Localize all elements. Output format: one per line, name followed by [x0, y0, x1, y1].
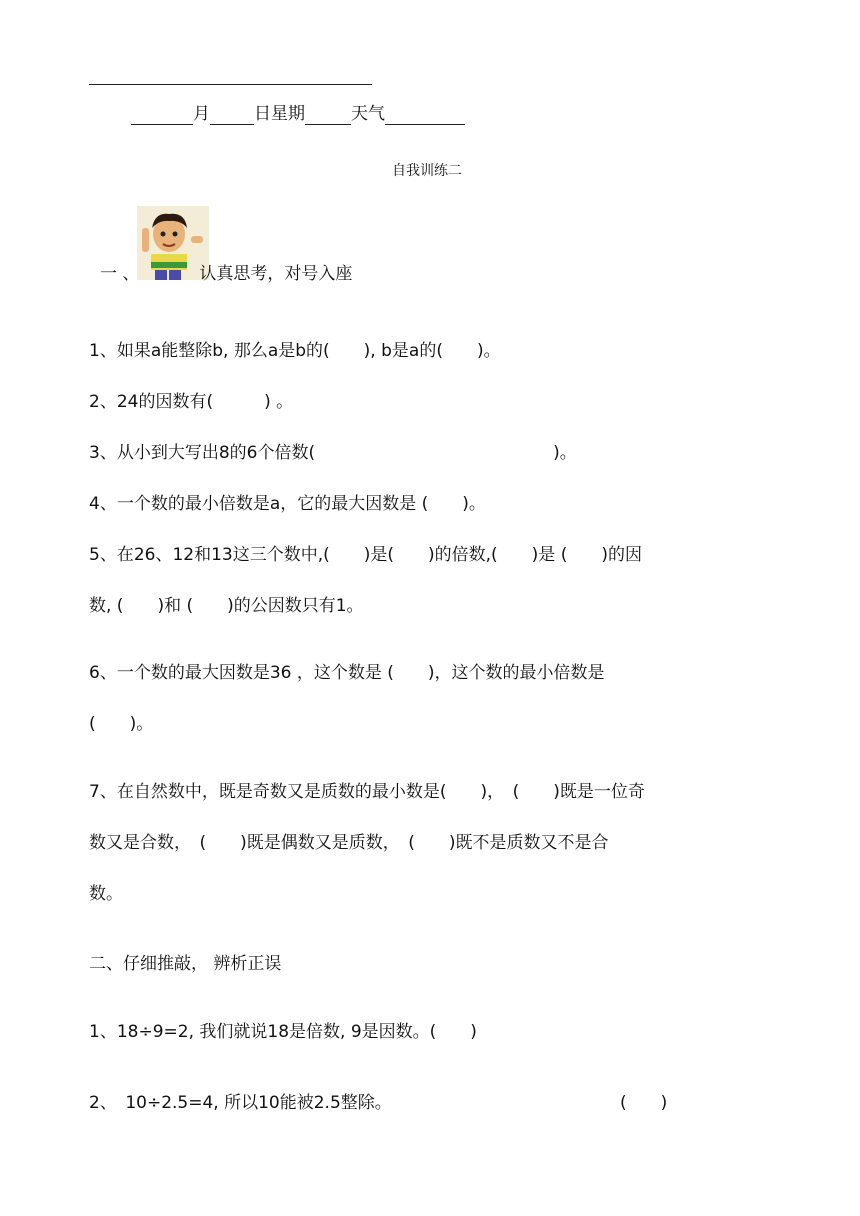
weather-blank[interactable] — [385, 106, 465, 125]
weather-label: 天气 — [351, 104, 385, 124]
section1-heading — [100, 263, 352, 285]
judge-item-1: 1、18÷9=2, 我们就说18是倍数, 9是因数。( ) — [89, 1022, 477, 1042]
month-label: 月 — [193, 104, 210, 124]
question-7-line1: 7、在自然数中，既是奇数又是质数的最小数是( )， ( )既是一位奇 — [89, 782, 645, 802]
question-1: 1、如果a能整除b, 那么a是b的( ), b是a的( )。 — [89, 341, 501, 361]
section2-heading: 二、仔细推敲， 辨析正误 — [89, 954, 282, 974]
judge-item-2: 2、 10÷2.5=4, 所以10能被2.5整除。 — [89, 1093, 392, 1113]
question-7-line3: 数。 — [89, 884, 123, 904]
question-3: 3、从小到大写出8的6个倍数( )。 — [89, 443, 577, 463]
question-6-line1: 6、一个数的最大因数是36 ，这个数是 ( )，这个数的最小倍数是 — [89, 663, 605, 683]
date-weather-line — [131, 103, 465, 125]
top-rule-line — [89, 84, 372, 85]
day-blank[interactable] — [210, 106, 254, 125]
question-4: 4、一个数的最小倍数是a，它的最大因数是 ( )。 — [89, 494, 486, 514]
section1-title: 认真思考，对号入座 — [199, 264, 353, 284]
day-weekday-label: 日星期 — [254, 104, 305, 124]
judge-item-2-answer[interactable]: ( ) — [620, 1093, 668, 1113]
page-title: 自我训练二 — [392, 163, 462, 179]
question-5-line2: 数, ( )和 ( )的公因数只有1。 — [89, 596, 364, 616]
month-blank[interactable] — [131, 106, 193, 125]
weekday-blank[interactable] — [305, 106, 351, 125]
question-5-line1: 5、在26、12和13这三个数中,( )是( )的倍数,( )是 ( )的因 — [89, 545, 642, 565]
question-6-line2: ( )。 — [89, 714, 154, 734]
question-2: 2、24的因数有( ) 。 — [89, 392, 294, 412]
question-7-line2: 数又是合数， ( )既是偶数又是质数， ( )既不是质数又不是合 — [89, 833, 609, 853]
section1-number: 一 、 — [100, 264, 140, 284]
